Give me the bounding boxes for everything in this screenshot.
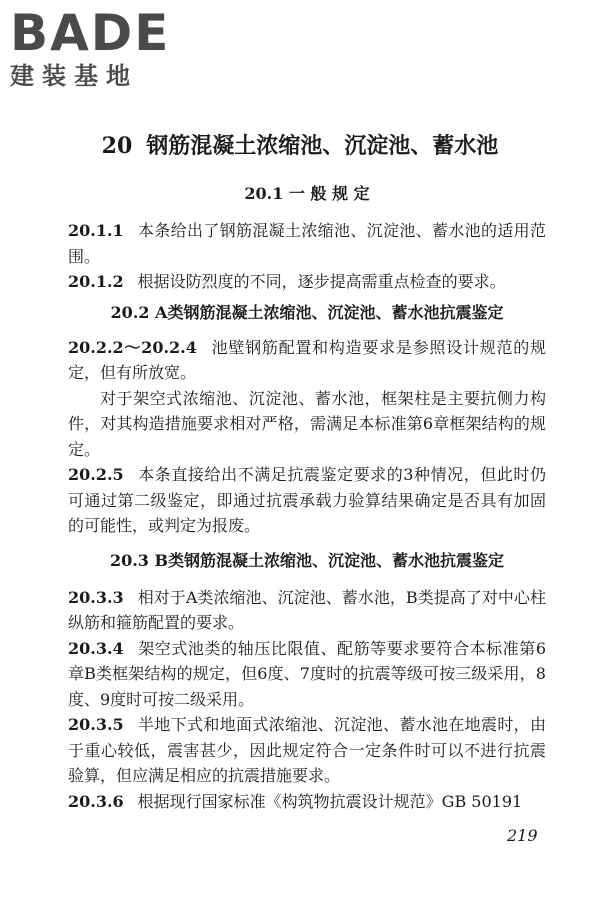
chapter-title (0, 132, 600, 160)
clause-number: 20.3.3 (68, 587, 124, 607)
chapter-number: 20 (101, 133, 133, 159)
paragraph-frame-columns: 对于架空式浓缩池、沉淀池、蓄水池，框架柱是主要抗侧力构件，对其构造措施要求相对严格，需满足本标准第6章框架结构的规定。 (68, 388, 546, 459)
logo-wordmark: BADE (10, 4, 171, 62)
section-heading-20-3: 20.3 B类钢筋混凝土浓缩池、沉淀池、蓄水池抗震鉴定 (109, 550, 505, 570)
clause-20-3-5 (68, 712, 546, 789)
clause-20-2-5 (68, 462, 546, 539)
clause-text: 半地下式和地面式浓缩池、沉淀池、蓄水池在地震时，由于重心较低，震害甚少，因此规定符合一定条件时可以不进行抗震验算，但应满足相应的抗震措施要求。 (68, 715, 546, 785)
section-heading-20-2: 20.2 A类钢筋混凝土浓缩池、沉淀池、蓄水池抗震鉴定 (110, 302, 504, 322)
clause-number: 20.2.5 (68, 465, 124, 484)
chapter-title-text: 钢筋混凝土浓缩池、沉淀池、蓄水池 (146, 133, 499, 159)
clause-number: 20.1.2 (68, 272, 124, 291)
clause-text: 根据设防烈度的不同，逐步提高需重点检查的要求。 (137, 272, 506, 291)
clause-20-3-6 (68, 789, 546, 815)
page-body (68, 182, 546, 814)
clause-20-3-4 (68, 636, 546, 713)
clause-text: 架空式池类的轴压比限值、配筋等要求要符合本标准第6章B类框架结构的规定，但6度、7度时的抗震等级可按三级采用，8度、9度时可按二级采用。 (68, 638, 546, 709)
publisher-logo (10, 6, 180, 90)
clause-20-2-2-to-20-2-4 (68, 335, 546, 386)
logo-subtitle: 建装基地 (10, 62, 138, 90)
clause-number: 20.3.5 (68, 715, 124, 734)
section-heading-20-1: 20.1 一 般 规 定 (244, 184, 370, 203)
clause-text: 池壁钢筋配置和构造要求是参照设计规范的规定，但有所放宽。 (68, 337, 546, 382)
clause-text: 相对于A类浓缩池、沉淀池、蓄水池，B类提高了对中心柱纵筋和箍筋配置的要求。 (68, 587, 546, 632)
clause-text: 本条给出了钢筋混凝土浓缩池、沉淀池、蓄水池的适用范围。 (68, 221, 546, 266)
clause-number: 20.3.4 (68, 638, 124, 658)
clause-20-3-3 (68, 585, 546, 636)
clause-20-1-1 (68, 218, 546, 269)
clause-number: 20.2.2～20.2.4 (68, 337, 197, 357)
clause-number: 20.3.6 (68, 791, 124, 811)
clause-text: 根据现行国家标准《构筑物抗震设计规范》GB 50191 (137, 791, 523, 811)
clause-20-1-2 (68, 269, 546, 295)
page-number: 219 (507, 826, 538, 845)
clause-text: 本条直接给出不满足抗震鉴定要求的3种情况，但此时仍可通过第二级鉴定，即通过抗震承载力验算结果确定是否具有加固的可能性，或判定为报废。 (68, 465, 546, 535)
clause-number: 20.1.1 (68, 221, 124, 240)
